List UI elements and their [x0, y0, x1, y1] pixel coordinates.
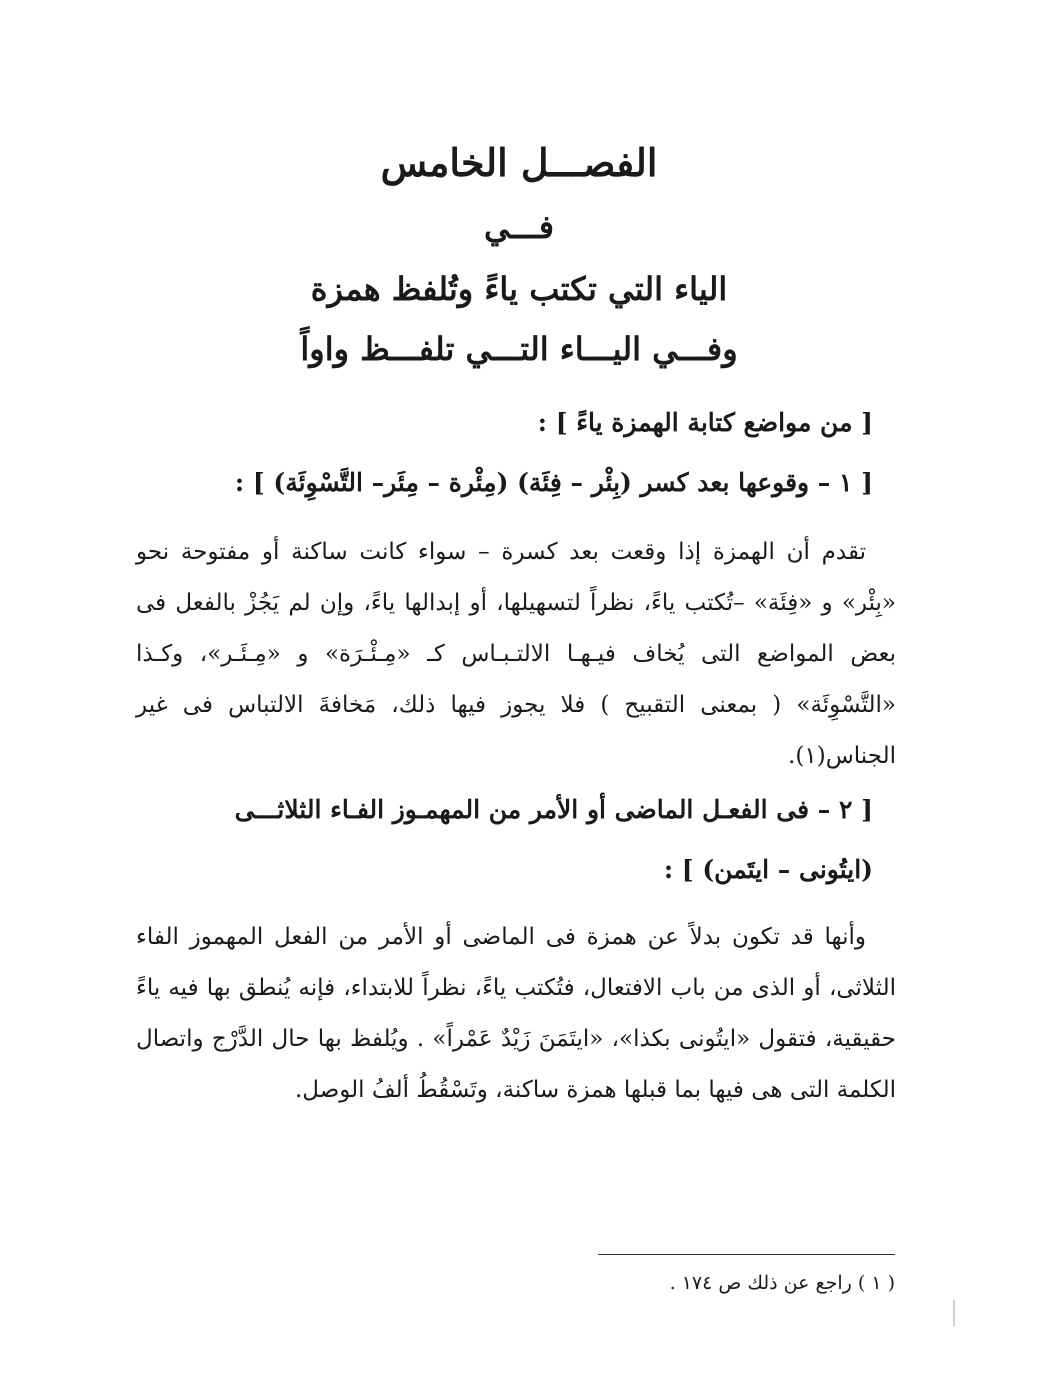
chapter-subtitle-2: وفـــي اليـــاء التـــي تلفـــظ واواً	[300, 330, 738, 368]
point-2-heading-line-2: (ايتُونى – ايتَمن) ] :	[663, 855, 873, 884]
point-2-paragraph: وأنها قد تكون بدلاً عن همزة فى الماضى أو الأمر من الفعل المهموز الفاء الثلاثى، أو الذى من باب الافتعال، فتُكتب ياءً، نظراً للابتداء، فإنه يُنطق بها فيه ياءً حقيقية، فتقول «ايتُونى بكذا»، «ايتَمَنَ زَيْدٌ عَمْراً» . ويُلفظ بها حال الدَّرْج واتصال الكلمة التى هى فيها بما قبلها همزة ساكنة، وتَسْقُطُ ألفُ الوصل.	[136, 924, 896, 1103]
point-2-heading-line-1: [ ٢ – فى الفعـل الماضى أو الأمر من المهمـوز الفـاء الثلاثـــى	[234, 795, 873, 824]
footnote: ( ١ ) راجع عن ذلك ص ١٧٤ .	[669, 1272, 895, 1294]
chapter-title: الفصـــل الخامس	[380, 140, 658, 185]
chapter-subtitle-1: الياء التي تكتب ياءً وتُلفظ همزة	[310, 270, 728, 308]
chapter-preposition: فـــي	[483, 208, 555, 246]
scan-edge-mark	[953, 1300, 955, 1326]
point-1-paragraph: تقدم أن الهمزة إذا وقعت بعد كسرة – سواء كانت ساكنة أو مفتوحة نحو «بِئْر» و «فِئَة» –تُكتب ياءً، نظراً لتسهيلها، أو إبدالها ياءً، وإن لم يَجُزْ بالفعل فى بعض المواضع التى يُخاف فيـهـا الالتـبـاس كـ «مِـئْـرَة» و «مِـئَـر»، وكـذا «التَّسْوِئَة» ( بمعنى التقبيح ) فلا يجوز فيها ذلك، مَخافةَ الالتباس فى غير الجناس(١).	[136, 539, 896, 769]
point-1-heading: [ ١ – وقوعها بعد كسر (بِئْر – فِئَة) (مِئْرة – مِئَر– التَّسْوِئَة) ] :	[234, 468, 873, 497]
section-heading: [ من مواضع كتابة الهمزة ياءً ] :	[537, 408, 873, 437]
footnote-divider	[598, 1254, 895, 1255]
